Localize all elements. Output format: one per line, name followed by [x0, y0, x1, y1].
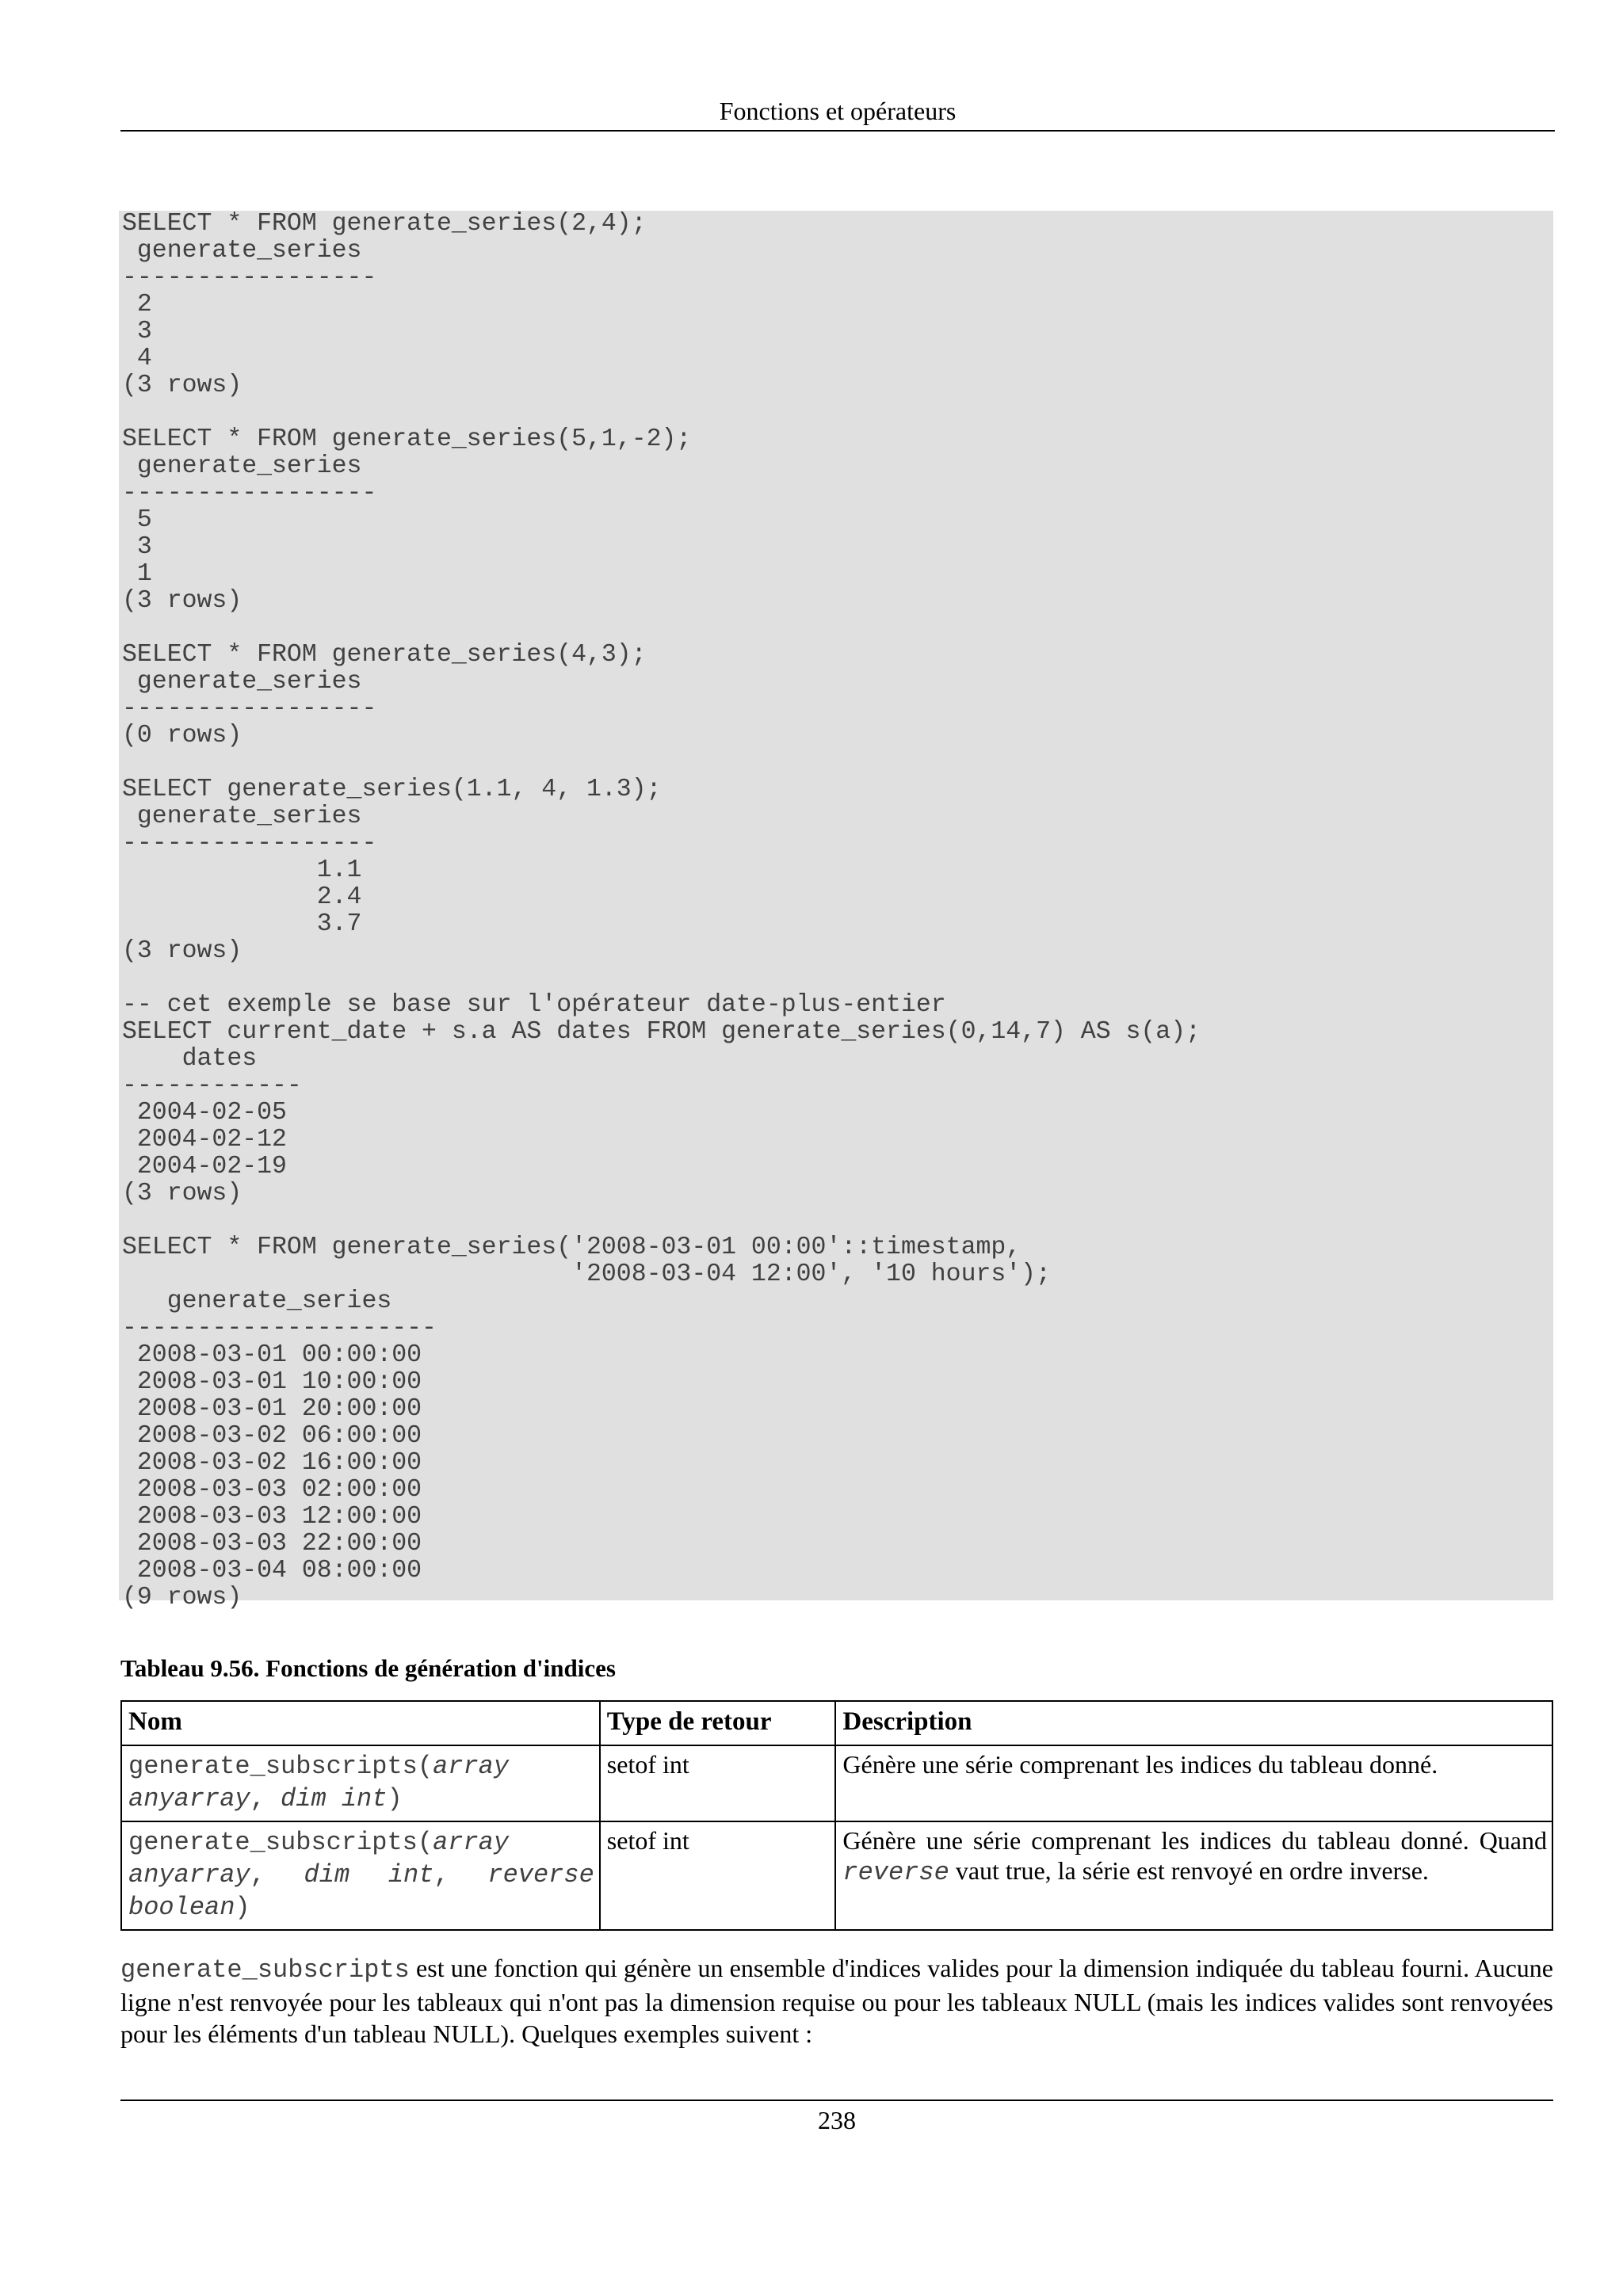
function-signature-cell — [121, 1821, 600, 1930]
description-cell — [835, 1821, 1552, 1930]
code-line: (9 rows) — [122, 1584, 242, 1611]
code-line: generate_series — [122, 452, 362, 480]
code-line: 2004-02-12 — [122, 1126, 287, 1154]
function-name: generate_subscripts( — [128, 1828, 433, 1857]
code-line: 2004-02-05 — [122, 1099, 287, 1127]
function-signature-cell — [121, 1745, 600, 1821]
code-line: 2008-03-03 12:00:00 — [122, 1503, 422, 1531]
param-array: array anyarray — [128, 1828, 510, 1890]
function-name: generate_subscripts( — [128, 1752, 433, 1781]
param-array: array anyarray — [128, 1752, 510, 1814]
page-header — [120, 93, 1555, 132]
code-line: 2008-03-03 22:00:00 — [122, 1530, 422, 1558]
code-line: generate_series — [122, 237, 362, 265]
code-line: 3 — [122, 318, 152, 345]
column-header-name: Nom — [121, 1701, 600, 1745]
return-type-cell: setof int — [600, 1821, 836, 1930]
subscript-functions-table — [120, 1700, 1553, 1931]
description-param: reverse — [842, 1858, 949, 1887]
separator: , — [250, 1784, 281, 1814]
code-line: ------------ — [122, 1072, 302, 1100]
column-header-description: Description — [835, 1701, 1552, 1745]
separator: , — [250, 1860, 304, 1890]
code-line: 2008-03-02 06:00:00 — [122, 1422, 422, 1450]
code-line: ----------------- — [122, 479, 377, 507]
description-text: Génère une série comprenant les indices du tableau donné. Quand — [842, 1826, 1547, 1855]
paragraph-text: est une fonction qui génère un ensemble d'indices valides pour la dimension indiquée du tableau fourni. Aucune ligne n'est renvoyée pour les tableaux qui n'ont pas la dimension requise ou pour les tableaux NULL (mais les indices valides sont renvoyées pour les éléments d'un tableau NULL). Quelques exemples suivent : — [120, 1954, 1553, 2048]
separator: , — [433, 1860, 488, 1890]
code-line: SELECT generate_series(1.1, 4, 1.3); — [122, 776, 662, 803]
inline-code: generate_subscripts — [120, 1955, 410, 1985]
code-line: generate_series — [122, 803, 362, 830]
code-line: (0 rows) — [122, 722, 242, 749]
code-line: SELECT * FROM generate_series('2008-03-01 00:00'::timestamp, — [122, 1234, 1022, 1261]
table-row — [121, 1821, 1552, 1930]
param-reverse: reverse boolean — [128, 1860, 594, 1922]
code-line: 2008-03-01 00:00:00 — [122, 1341, 422, 1369]
code-line: 2.4 — [122, 883, 362, 911]
code-line: 2008-03-01 10:00:00 — [122, 1368, 422, 1396]
code-line: ----------------- — [122, 830, 377, 857]
code-line: --------------------- — [122, 1314, 437, 1342]
code-line: (3 rows) — [122, 372, 242, 399]
code-line: 2008-03-01 20:00:00 — [122, 1395, 422, 1423]
code-line: generate_series — [122, 1287, 392, 1315]
code-line: (3 rows) — [122, 1180, 242, 1207]
code-line: 3.7 — [122, 910, 362, 938]
code-line: '2008-03-04 12:00', '10 hours'); — [122, 1261, 1051, 1288]
code-line: SELECT * FROM generate_series(4,3); — [122, 641, 647, 669]
code-line: SELECT * FROM generate_series(2,4); — [122, 210, 647, 238]
code-line — [122, 749, 1553, 776]
code-line: 2008-03-04 08:00:00 — [122, 1557, 422, 1585]
close-paren: ) — [387, 1784, 403, 1814]
column-header-return-type: Type de retour — [600, 1701, 836, 1745]
code-line: SELECT current_date + s.a AS dates FROM generate_series(0,14,7) AS s(a); — [122, 1018, 1201, 1046]
code-line: generate_series — [122, 668, 362, 696]
code-line: dates — [122, 1045, 258, 1073]
table-row — [121, 1745, 1552, 1821]
code-line — [122, 399, 1553, 426]
page-number: 238 — [818, 2106, 856, 2134]
param-dim: dim int — [304, 1860, 434, 1890]
code-example-block — [119, 210, 1553, 1611]
code-line: -- cet exemple se base sur l'opérateur date-plus-entier — [122, 991, 946, 1019]
table-title: Tableau 9.56. Fonctions de génération d'indices — [120, 1654, 616, 1682]
code-line: 2008-03-02 16:00:00 — [122, 1449, 422, 1477]
code-line: 3 — [122, 533, 152, 561]
code-line: 1.1 — [122, 856, 362, 884]
code-line: ----------------- — [122, 264, 377, 292]
code-line: 2008-03-03 02:00:00 — [122, 1476, 422, 1504]
code-line: 2 — [122, 291, 152, 318]
code-line: (3 rows) — [122, 587, 242, 615]
code-line: 4 — [122, 345, 152, 372]
code-line: 5 — [122, 506, 152, 534]
code-line: ----------------- — [122, 695, 377, 723]
return-type-cell: setof int — [600, 1745, 836, 1821]
page-footer — [120, 2100, 1553, 2136]
description-cell: Génère une série comprenant les indices du tableau donné. — [835, 1745, 1552, 1821]
code-line — [122, 615, 1553, 642]
code-line: SELECT * FROM generate_series(5,1,-2); — [122, 425, 692, 453]
code-line — [122, 965, 1553, 992]
close-paren: ) — [235, 1893, 250, 1922]
code-line — [122, 1207, 1553, 1234]
code-line: 2004-02-19 — [122, 1153, 287, 1180]
body-paragraph — [120, 1952, 1553, 2050]
code-line: (3 rows) — [122, 937, 242, 965]
code-line: 1 — [122, 560, 152, 588]
table-header-row — [121, 1701, 1552, 1745]
header-title: Fonctions et opérateurs — [719, 97, 957, 125]
param-dim: dim int — [281, 1784, 388, 1814]
description-text: vaut true, la série est renvoyé en ordre inverse. — [949, 1856, 1429, 1885]
